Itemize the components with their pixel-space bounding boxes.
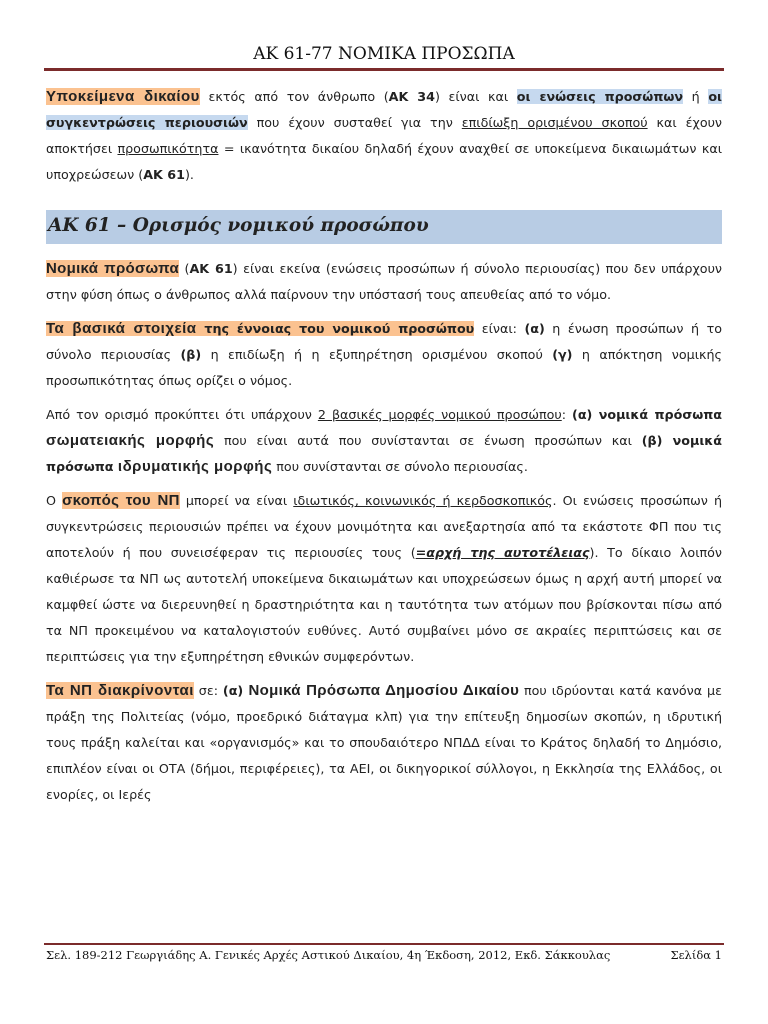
- text: η επιδίωξη ή η εξυπηρέτηση ορισμένου σκοπού: [201, 347, 553, 362]
- text: η ένωση προσώπων ή το σύνολο περιουσίας: [46, 321, 722, 362]
- text: είναι:: [474, 321, 525, 336]
- text: ή: [683, 89, 709, 104]
- term-autonomy: =αρχή της αυτοτέλειας: [415, 545, 590, 560]
- marker: (γ): [552, 347, 573, 362]
- text: . Οι ενώσεις προσώπων ή συγκεντρώσεις περιουσιών πρέπει να έχουν μονιμότητα και ανεξαρτησία από τα εκάστοτε ΦΠ που τις αποτελούν ή που συνεισέφεραν τις περιουσίες τους (: [46, 493, 723, 560]
- article-ref: ΑΚ 34: [388, 89, 435, 104]
- text: (: [179, 261, 190, 276]
- paragraph-basic-elements: [46, 316, 722, 394]
- paragraph-legal-subjects: [46, 84, 722, 188]
- page-number: Σελίδα 1: [670, 948, 722, 962]
- paragraph-basic-forms: [46, 402, 722, 480]
- text: ).: [184, 167, 194, 182]
- term-foundation-form: ιδρυματικής μορφής: [117, 458, 273, 475]
- section-heading: ΑΚ 61 – Ορισμός νομικού προσώπου: [46, 210, 722, 244]
- text: η απόκτηση νομικής προσωπικότητας όπως ορίζει ο νόμος.: [46, 347, 722, 388]
- highlight-text: Τα βασικά στοιχεία: [46, 320, 197, 337]
- page-header: ΑΚ 61-77 ΝΟΜΙΚΑ ΠΡΟΣΩΠΑ: [253, 44, 515, 64]
- marker: (α): [524, 321, 545, 336]
- article-ref: ΑΚ 61: [189, 261, 233, 276]
- paragraph-distinctions: [46, 678, 722, 808]
- paragraph-purpose: [46, 488, 722, 670]
- term-distinctions: Τα ΝΠ διακρίνονται: [46, 682, 194, 699]
- footer-rule: [44, 943, 724, 945]
- underlined-text: επιδίωξη ορισμένου σκοπού: [461, 115, 648, 130]
- text: μπορεί να είναι: [179, 493, 294, 508]
- text: που ιδρύονται κατά κανόνα με πράξη της Πολιτείας (νόμο, προεδρικό διάταγμα κλπ) για την επίτευξη δημοσίων σκοπών, η ιδρυτική τους πράξη καλείται και «οργανισμός» και το σπουδαιότερο ΝΠΔΔ είναι το Κράτος δηλαδή το Δημόσιο, επιπλέον είναι οι ΟΤΑ (δήμοι, περιφέρειες), τα ΑΕΙ, οι δικηγορικοί σύλλογοι, η Εκκλησία της Ελλάδος, οι ενορίες, οι Ιερές: [46, 683, 722, 802]
- term-legal-subjects: Υποκείμενα δικαίου: [46, 88, 200, 105]
- text: ) είναι εκείνα (ενώσεις προσώπων ή σύνολο περιουσίας) που δεν υπάρχουν στην φύση όπως ο άνθρωπος αλλά παίρνουν την υπόστασή τους απευθείας από το νόμο.: [46, 261, 722, 302]
- marker: (β): [180, 347, 202, 362]
- term-public-law: Νομικά Πρόσωπα Δημοσίου Δικαίου: [248, 682, 520, 699]
- text: Ο: [46, 493, 63, 508]
- paragraph-legal-persons: [46, 256, 722, 308]
- text: που έχουν συσταθεί για την: [247, 115, 462, 130]
- text: εκτός από τον άνθρωπο (: [199, 89, 389, 104]
- underlined-text: ιδιωτικός, κοινωνικός ή κερδοσκοπικός: [293, 493, 553, 508]
- text: ) είναι και: [434, 89, 517, 104]
- term-corporate-form: σωματειακής μορφής: [46, 432, 215, 449]
- article-ref: ΑΚ 61: [143, 167, 185, 182]
- header-rule: [44, 68, 724, 71]
- term-concentrations: οι συγκεντρώσεις περιουσιών: [46, 89, 722, 130]
- text: :: [561, 407, 573, 422]
- marker: (α) νομικά πρόσωπα: [572, 407, 722, 422]
- text: Από τον ορισμό προκύπτει ότι υπάρχουν: [46, 407, 318, 422]
- term-purpose: σκοπός του ΝΠ: [62, 492, 180, 509]
- term-basic-elements: [46, 321, 474, 336]
- text: που είναι αυτά που συνίστανται σε ένωση προσώπων και: [214, 433, 642, 448]
- marker: (β) νομικά πρόσωπα: [46, 433, 722, 474]
- underlined-text: 2 βασικές μορφές νομικού προσώπου: [317, 407, 562, 422]
- document-body: [46, 84, 722, 816]
- highlight-text: της έννοιας του νομικού προσώπου: [196, 321, 475, 336]
- text: και έχουν αποκτήσει: [46, 115, 723, 156]
- text: που συνίστανται σε σύνολο περιουσίας.: [272, 459, 528, 474]
- term-legal-persons: Νομικά πρόσωπα: [46, 260, 179, 277]
- term-associations: οι ενώσεις προσώπων: [516, 89, 684, 104]
- underlined-text: προσωπικότητα: [117, 141, 219, 156]
- marker: (α): [222, 683, 249, 698]
- text: = ικανότητα δικαίου δηλαδή έχουν αναχθεί σε υποκείμενα δικαιωμάτων και υποχρεώσεων (: [46, 141, 722, 182]
- text: σε:: [193, 683, 223, 698]
- footer-citation: Σελ. 189-212 Γεωργιάδης Α. Γενικές Αρχές Αστικού Δικαίου, 4η Έκδοση, 2012, Εκδ. Σάκκουλας: [46, 948, 611, 962]
- text: ). Το δίκαιο λοιπόν καθιέρωσε τα ΝΠ ως αυτοτελή υποκείμενα δικαιωμάτων και υποχρεώσεων όμως η αρχή αυτή μπορεί να καμφθεί ώστε να διερευνηθεί η δραστηριότητα και η ταυτότητα των ατόμων που βρίσκονται πίσω από τα ΝΠ προκειμένου να καταλογιστούν ευθύνες. Αυτό συμβαίνει μόνο σε ακραίες περιπτώσεις και σε περιπτώσεις για την εξυπηρέτηση εθνικών συμφερόντων.: [46, 545, 722, 664]
